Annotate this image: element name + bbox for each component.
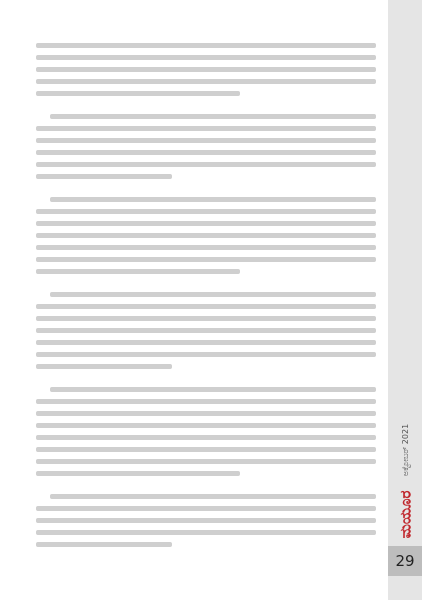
issue-date [398,420,414,480]
magazine-title: ಮಯೂರ [396,490,415,538]
text-line [36,55,376,60]
text-line [36,245,376,250]
text-line [50,197,376,202]
text-line [36,316,376,321]
text-line [36,150,376,155]
text-line [36,257,376,262]
issue-date-label: ಅಕ್ಟೋಬರ್ 2021 [401,423,411,477]
text-line [36,518,376,523]
text-line [36,435,376,440]
text-line [50,292,376,297]
text-line [36,162,376,167]
text-line [36,328,376,333]
text-line [36,138,376,143]
text-line [36,269,240,274]
text-line [50,494,376,499]
text-line [36,304,376,309]
text-line [36,67,376,72]
text-line [36,340,376,345]
text-line [36,471,240,476]
text-line [36,411,376,416]
text-line [36,221,376,226]
page-number: 29 [395,552,415,570]
text-line [36,423,376,428]
text-line [36,126,376,131]
text-line [36,209,376,214]
text-line [36,352,376,357]
text-line [36,233,376,238]
text-line [36,399,376,404]
text-line [36,530,376,535]
text-line [36,447,376,452]
text-line [36,364,172,369]
text-line [36,506,376,511]
page-number-box [388,546,422,576]
masthead [397,492,415,536]
text-line [36,79,376,84]
text-line [36,43,376,48]
text-line [36,459,376,464]
text-line [50,387,376,392]
text-line [36,542,172,547]
text-line [36,174,172,179]
text-line [36,91,240,96]
text-line [50,114,376,119]
body-text-column [36,36,376,580]
